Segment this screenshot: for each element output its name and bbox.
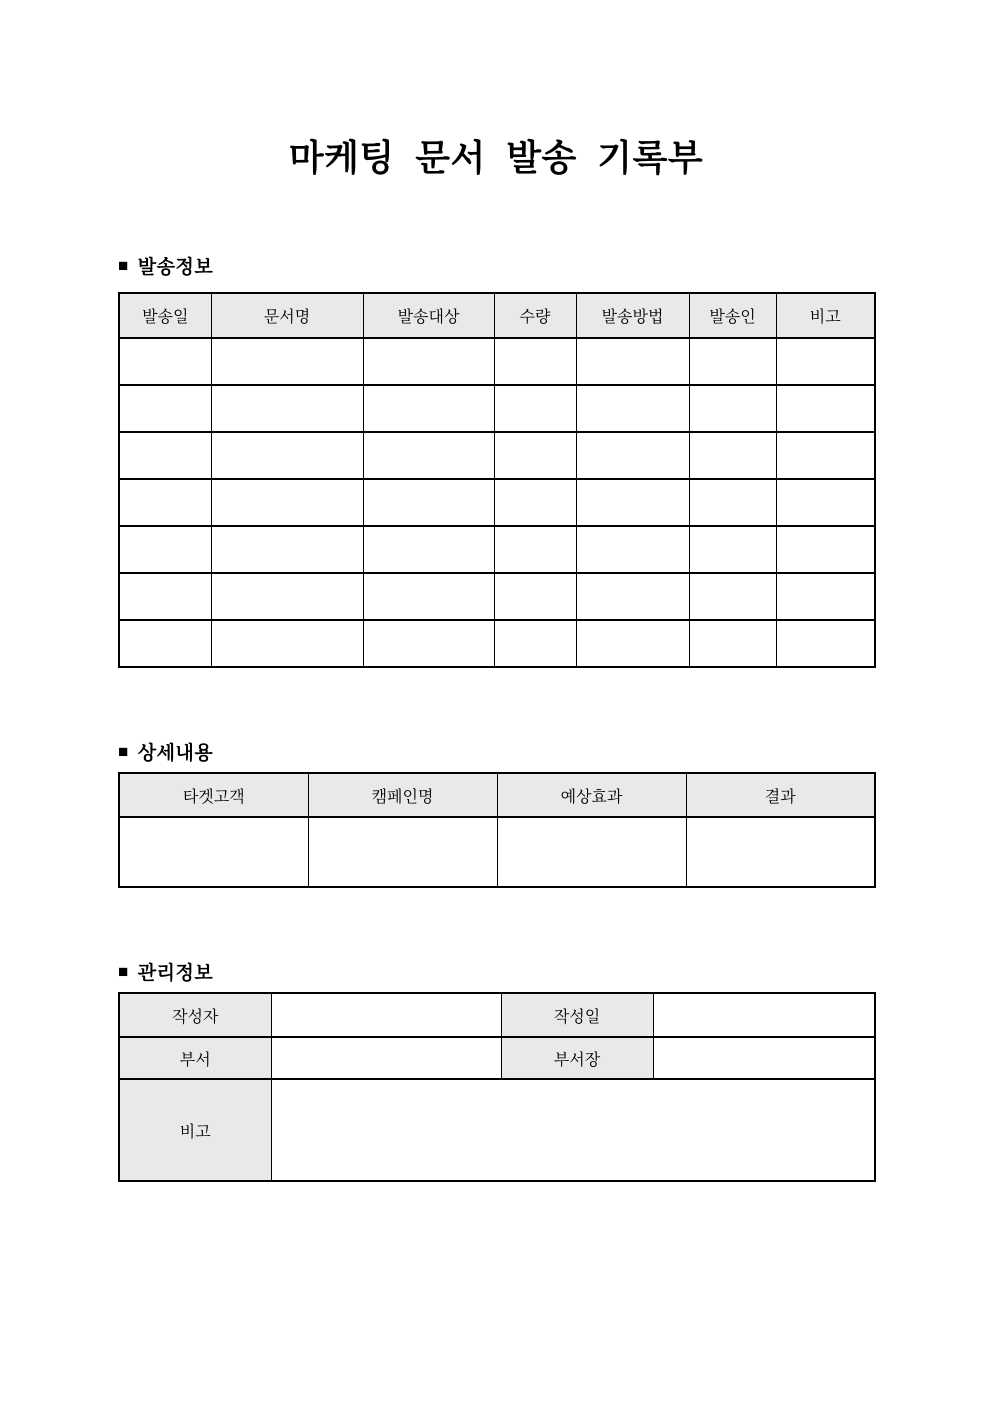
empty-cell [776,620,875,667]
col-expected-effect: 예상효과 [497,773,686,817]
empty-cell [576,338,689,385]
empty-cell [776,338,875,385]
col-target-customer: 타겟고객 [119,773,308,817]
empty-cell [494,573,576,620]
col-remarks: 비고 [776,293,875,338]
value-written-date [653,993,875,1037]
label-author: 작성자 [119,993,271,1037]
empty-cell [576,573,689,620]
label-department-head: 부서장 [501,1037,653,1079]
empty-cell [363,620,494,667]
section-heading-label: 상세내용 [137,743,214,764]
empty-cell [119,479,211,526]
empty-cell [494,338,576,385]
empty-cell [119,573,211,620]
empty-cell [363,526,494,573]
table-row [119,993,875,1037]
value-department-head [653,1037,875,1079]
empty-cell [308,817,497,887]
table-row [119,338,875,385]
section-heading-label: 관리정보 [137,963,214,984]
section-heading-details [118,738,213,765]
col-result: 결과 [686,773,875,817]
details-table [118,772,876,888]
empty-cell [686,817,875,887]
table-row [119,817,875,887]
col-send-method: 발송방법 [576,293,689,338]
table-row [119,620,875,667]
table-row [119,526,875,573]
empty-cell [576,479,689,526]
empty-cell [494,479,576,526]
empty-cell [689,338,776,385]
col-sender: 발송인 [689,293,776,338]
empty-cell [119,526,211,573]
dispatch-info-table [118,292,876,668]
empty-cell [211,479,363,526]
empty-cell [211,385,363,432]
empty-cell [689,573,776,620]
dispatch-header-row [119,293,875,338]
empty-cell [689,432,776,479]
empty-cell [776,479,875,526]
empty-cell [211,620,363,667]
table-row [119,573,875,620]
empty-cell [776,432,875,479]
section-marker-icon: ■ [118,962,129,981]
empty-cell [494,385,576,432]
table-row [119,479,875,526]
empty-cell [211,573,363,620]
empty-cell [776,573,875,620]
empty-cell [494,432,576,479]
details-header-row [119,773,875,817]
empty-cell [119,432,211,479]
label-remarks: 비고 [119,1079,271,1181]
page-title: 마케팅 문서 발송 기록부 [288,137,704,178]
empty-cell [119,338,211,385]
empty-cell [363,385,494,432]
empty-cell [689,479,776,526]
empty-cell [576,526,689,573]
table-row [119,432,875,479]
empty-cell [497,817,686,887]
empty-cell [494,620,576,667]
section-marker-icon: ■ [118,742,129,761]
empty-cell [119,620,211,667]
col-send-date: 발송일 [119,293,211,338]
empty-cell [494,526,576,573]
table-row [119,1079,875,1181]
empty-cell [776,526,875,573]
empty-cell [689,526,776,573]
empty-cell [576,385,689,432]
col-quantity: 수량 [494,293,576,338]
value-author [271,993,501,1037]
value-department [271,1037,501,1079]
col-recipient: 발송대상 [363,293,494,338]
empty-cell [211,432,363,479]
label-written-date: 작성일 [501,993,653,1037]
management-info-table [118,992,876,1182]
section-heading-dispatch-info [118,252,213,279]
empty-cell [689,620,776,667]
label-department: 부서 [119,1037,271,1079]
empty-cell [363,479,494,526]
section-marker-icon: ■ [118,256,129,275]
empty-cell [689,385,776,432]
empty-cell [119,385,211,432]
table-row [119,1037,875,1079]
empty-cell [576,620,689,667]
empty-cell [211,526,363,573]
empty-cell [776,385,875,432]
col-document-name: 문서명 [211,293,363,338]
section-heading-label: 발송정보 [137,257,214,278]
empty-cell [211,338,363,385]
value-remarks [271,1079,875,1181]
empty-cell [119,817,308,887]
col-campaign-name: 캠페인명 [308,773,497,817]
table-row [119,385,875,432]
section-heading-management-info [118,958,213,985]
empty-cell [363,338,494,385]
empty-cell [363,432,494,479]
empty-cell [576,432,689,479]
empty-cell [363,573,494,620]
